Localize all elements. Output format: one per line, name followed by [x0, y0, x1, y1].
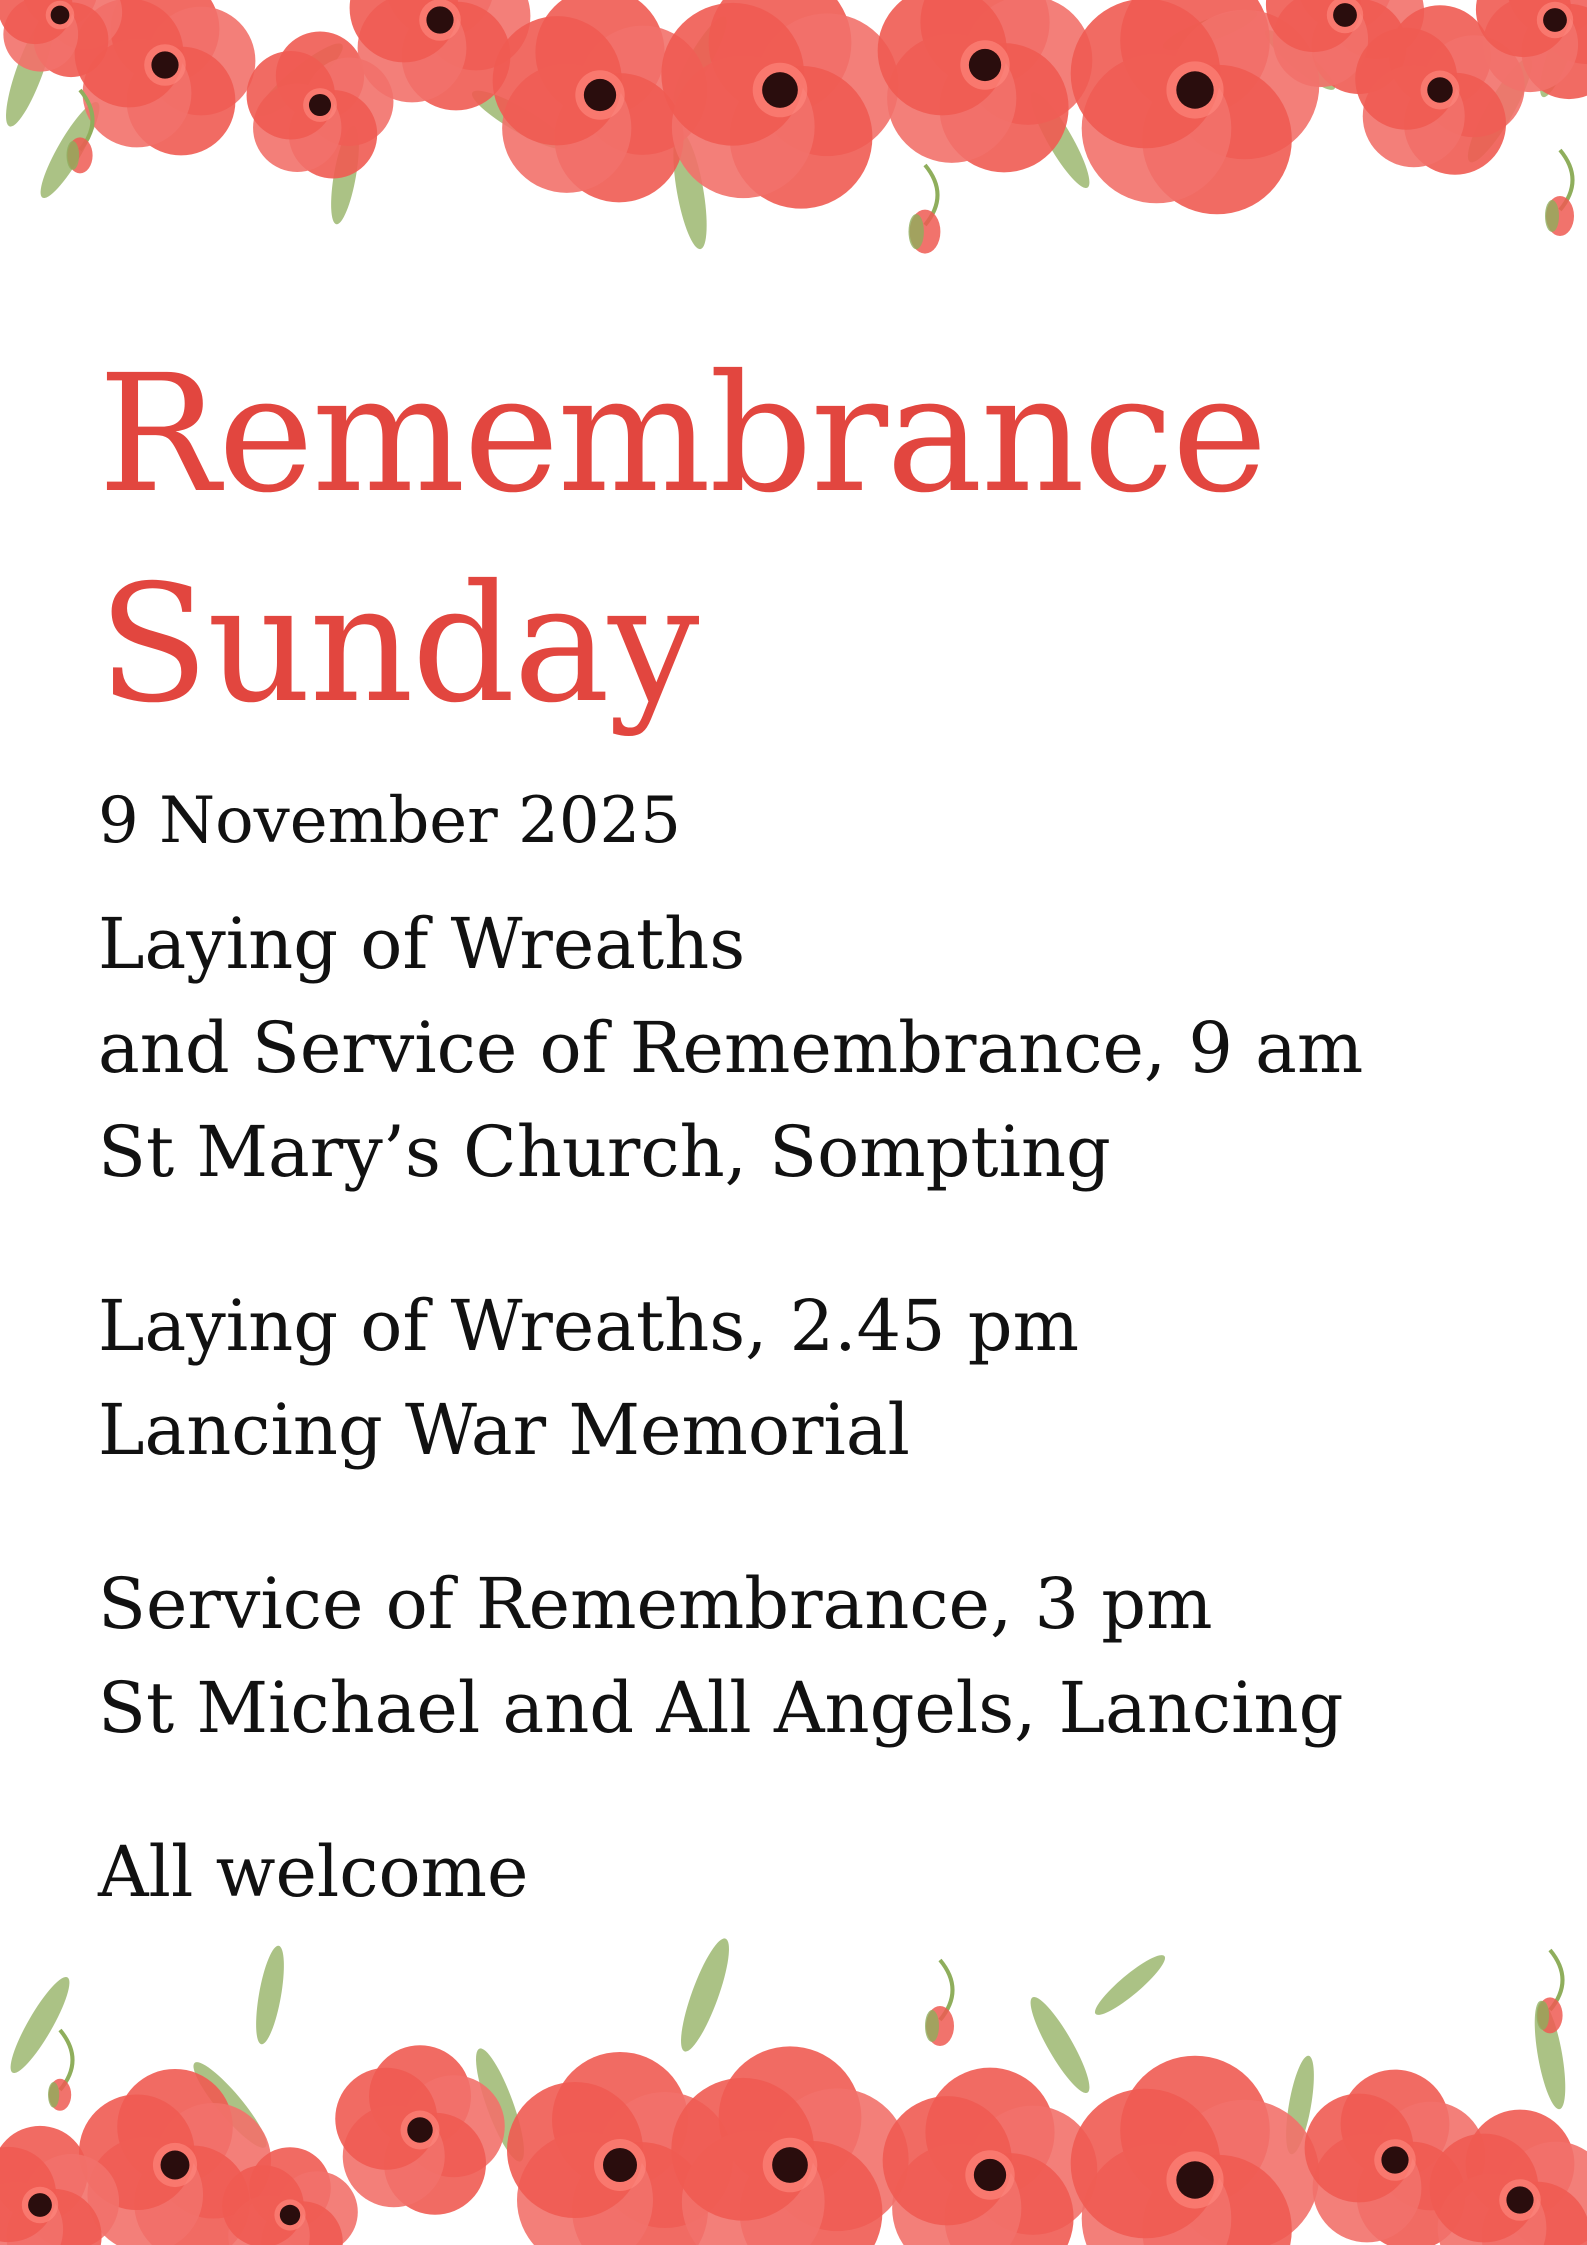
event-line: St Mary’s Church, Sompting	[98, 1111, 1111, 1193]
event-line: Laying of Wreaths	[98, 903, 746, 985]
title-line-1: Remembrance	[98, 341, 1266, 529]
event-date: 9 November 2025	[98, 784, 681, 858]
page-title	[98, 330, 1518, 750]
event-line: St Michael and All Angels, Lancing	[98, 1667, 1344, 1749]
leaf-shape	[2, 1971, 78, 2078]
event-line: and Service of Remembrance, 9 am	[98, 1007, 1364, 1089]
bottom-poppy-border	[0, 1915, 1587, 2245]
top-poppy-border	[0, 0, 1587, 330]
poppy-flower	[661, 0, 898, 209]
leaf-shape	[1022, 1991, 1098, 2098]
poppy-flowers-icon	[0, 1915, 1587, 2245]
poppy-flower	[1071, 2056, 1320, 2245]
closing-text: All welcome	[98, 1831, 529, 1913]
leaf-shape	[672, 1934, 738, 2056]
event-sompting	[98, 892, 1518, 1204]
leaf-shape	[250, 1944, 289, 2046]
event-war-memorial	[98, 1274, 1518, 1482]
poppy-flowers-icon	[0, 0, 1587, 330]
poppy-flower	[671, 2046, 908, 2245]
event-line: Service of Remembrance, 3 pm	[98, 1563, 1213, 1645]
event-line: Lancing War Memorial	[98, 1389, 910, 1471]
event-lancing-church	[98, 1552, 1518, 1760]
poster-content	[98, 330, 1518, 1924]
poppy-flower	[883, 2068, 1098, 2245]
event-line: Laying of Wreaths, 2.45 pm	[98, 1285, 1079, 1367]
title-line-2: Sunday	[98, 551, 698, 739]
leaf-shape	[1089, 1948, 1171, 2021]
